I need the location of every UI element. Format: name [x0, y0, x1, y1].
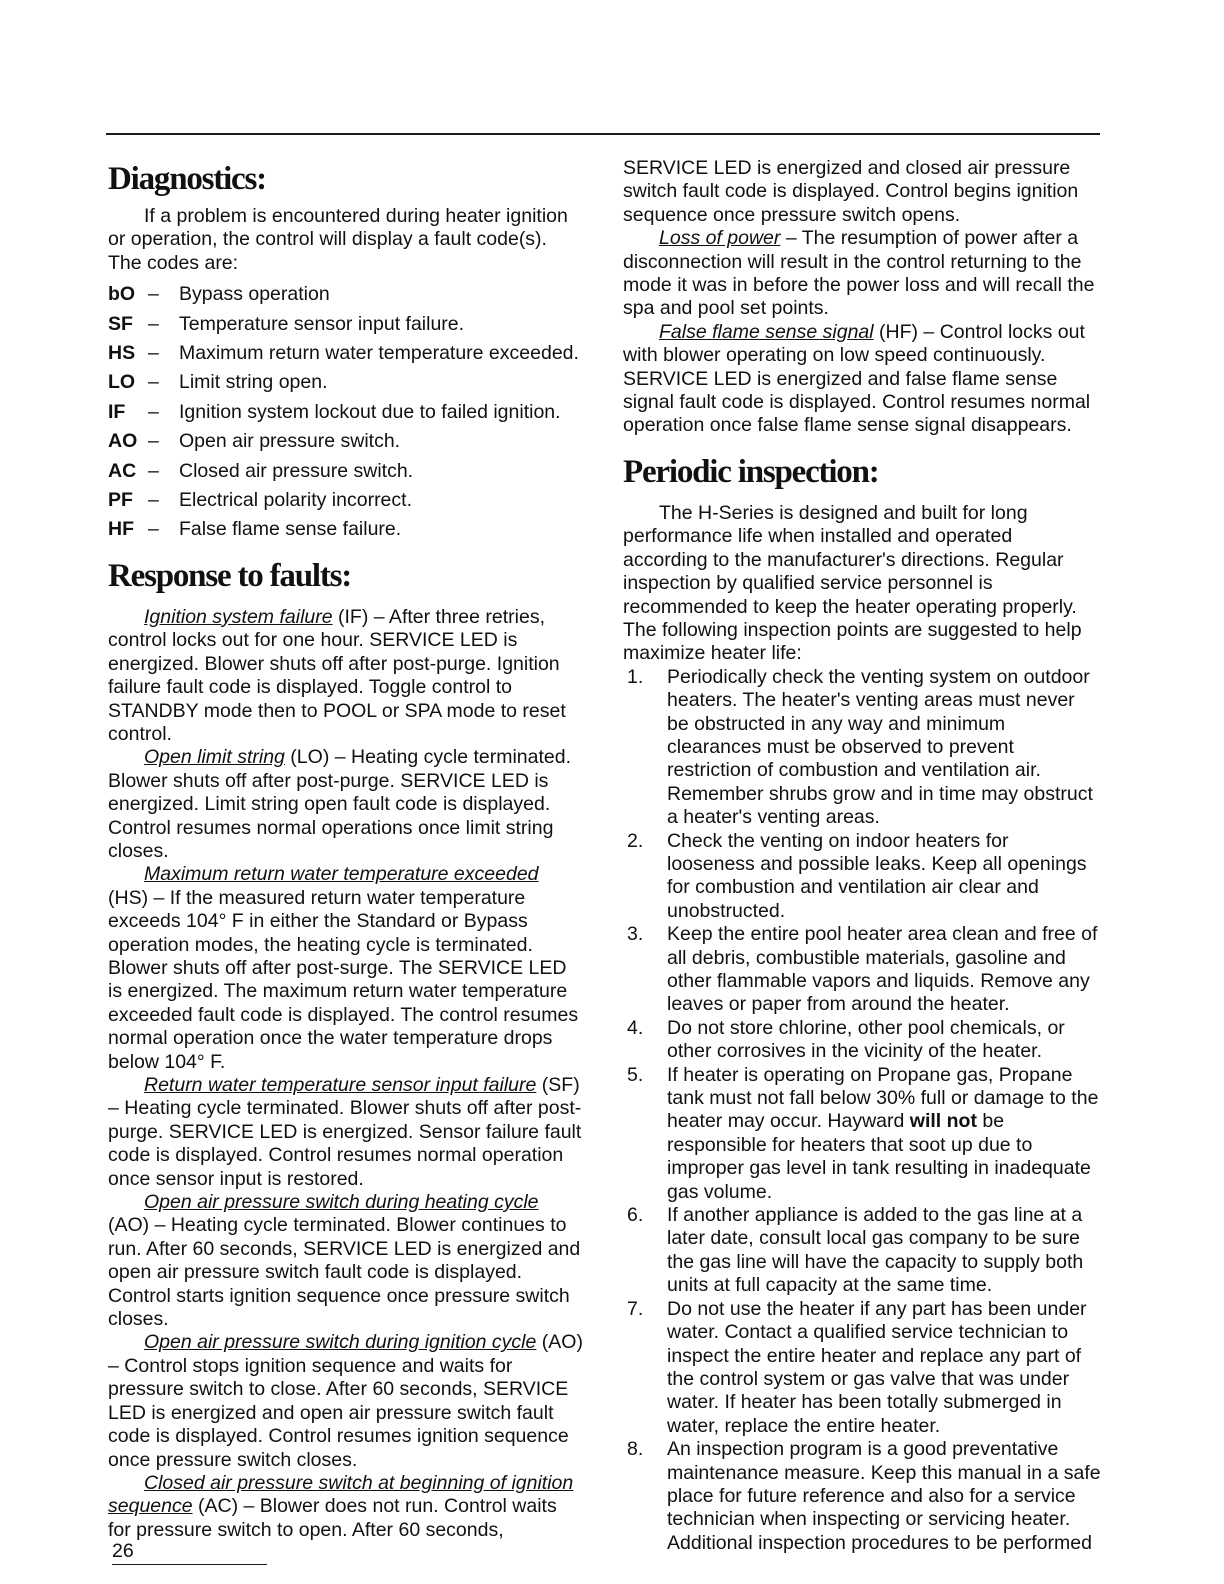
fault-code: LO: [108, 371, 136, 394]
fault-code-item: [108, 401, 583, 424]
step-number: 5.: [627, 1063, 644, 1086]
step-text: An inspection program is a good preventative maintenance measure. Keep this manual in a safe place for future reference and also for a service technician when inspecting or servicing heater. Additional inspection procedures to be performed: [667, 1438, 1101, 1554]
response-paragraph: [108, 1074, 583, 1191]
step-number: 3.: [627, 923, 644, 946]
fault-code-item: [108, 460, 583, 483]
fault-code-item: [108, 283, 583, 306]
response-paragraph: [108, 1191, 583, 1331]
inspection-item: [623, 1298, 1101, 1438]
fault-description: Limit string open.: [179, 371, 328, 394]
step-number: 6.: [627, 1204, 644, 1227]
response-text: (IF) – After three retries, control locks out for one hour. SERVICE LED is energized. Blower shuts off after post-purge. Ignition failure fault code is displayed. Toggle control to STANDBY mode then to POOL or SPA mode to reset control.: [108, 605, 566, 745]
step-number: 4.: [627, 1016, 644, 1039]
fault-code: AC: [108, 459, 137, 482]
fault-code: SF: [108, 312, 133, 335]
response-title: Open air pressure switch during heating cycle: [144, 1191, 539, 1214]
inspection-item: [623, 1064, 1101, 1204]
continued-paragraph: SERVICE LED is energized and closed air pressure switch fault code is displayed. Control begins ignition sequence once pressure switch opens.: [623, 157, 1079, 226]
fault-dash: –: [148, 342, 159, 365]
response-title: Loss of power: [659, 227, 781, 250]
top-rule: [106, 133, 1100, 135]
inspection-item: [623, 666, 1101, 830]
right-column: [623, 157, 1101, 1555]
periodic-intro: The H-Series is designed and built for long performance life when installed and operated according to the manufacturer's directions. Regular inspection by qualified service personnel is recommended to keep the heater operating properly. The following inspection points are suggested to help maximize heater life:: [623, 501, 1082, 665]
response-text: (SF) – Heating cycle terminated. Blower shuts off after post-purge. SERVICE LED is energized. Sensor failure fault code is displayed. Control resumes normal operation once sensor input is restored.: [108, 1074, 582, 1190]
inspection-item: [623, 1017, 1101, 1064]
fault-description: Maximum return water temperature exceeded.: [179, 342, 579, 365]
step-text: If another appliance is added to the gas line at a later date, consult local gas company to be sure the gas line will have the capacity to supply both units at full capacity at the same time.: [667, 1204, 1084, 1297]
response-text: (AC) – Blower does not run. Control waits for pressure switch to open. After 60 seconds,: [108, 1495, 557, 1541]
inspection-item: [623, 1438, 1101, 1555]
response-text: (AO) – Control stops ignition sequence and waits for pressure switch to close. After 60 seconds, SERVICE LED is energized and open air pressure switch fault code is displayed. Control resumes ignition sequence once pressure switch closes.: [108, 1331, 583, 1471]
fault-code: IF: [108, 400, 126, 423]
fault-dash: –: [148, 400, 159, 423]
inspection-item: [623, 830, 1101, 924]
response-title: False flame sense signal: [659, 320, 874, 343]
response-title: Ignition system failure: [144, 605, 333, 628]
response-heading: Response to faults:: [108, 557, 352, 594]
fault-description: Closed air pressure switch.: [179, 459, 414, 482]
response-text: (HF) – Control locks out with blower operating on low speed continuously. SERVICE LED is energized and false flame sense signal fault code is displayed. Control resumes normal operation once false flame sense signal disappears.: [623, 320, 1091, 437]
step-number: 2.: [627, 829, 644, 852]
fault-description: Electrical polarity incorrect.: [179, 489, 412, 512]
fault-code: bO: [108, 283, 136, 306]
response-paragraph: [108, 746, 583, 863]
response-text: (AO) – Heating cycle terminated. Blower continues to run. After 60 seconds, SERVICE LED is energized and open air pressure switch fault code is displayed. Control starts ignition sequence once pressure switch closes.: [108, 1214, 581, 1331]
fault-code-item: [108, 518, 583, 541]
fault-dash: –: [148, 518, 159, 541]
response-paragraph: [108, 1331, 583, 1471]
fault-dash: –: [148, 489, 159, 512]
fault-description: Temperature sensor input failure.: [179, 312, 465, 335]
diagnostics-intro: If a problem is encountered during heater ignition or operation, the control will display a fault code(s). The codes are:: [108, 205, 568, 274]
step-text: Do not store chlorine, other pool chemicals, or other corrosives in the vicinity of the heater.: [667, 1016, 1065, 1063]
fault-code: HS: [108, 342, 136, 365]
response-title: Maximum return water temperature exceeded: [144, 863, 539, 886]
inspection-item: [623, 923, 1101, 1017]
fault-description: Open air pressure switch.: [179, 430, 401, 453]
fault-code-item: [108, 313, 583, 336]
fault-dash: –: [148, 371, 159, 394]
fault-dash: –: [148, 430, 159, 453]
fault-description: Bypass operation: [179, 283, 330, 306]
response-paragraph: [623, 227, 1101, 321]
fault-code: PF: [108, 489, 133, 512]
inspection-item: [623, 1204, 1101, 1298]
step-text: Check the venting on indoor heaters for looseness and possible leaks. Keep all openings for combustion and ventilation air clear and unobstructed.: [667, 829, 1087, 922]
diagnostics-heading: Diagnostics:: [108, 161, 266, 197]
response-title: Open limit string: [144, 746, 285, 769]
step-text: Do not use the heater if any part has been under water. Contact a qualified service technician to inspect the entire heater and replace any part of the control system or gas valve that was under water. If heater has been totally submerged in water, replace the entire heater.: [667, 1297, 1087, 1437]
periodic-heading: Periodic inspection:: [623, 453, 879, 490]
fault-description: False flame sense failure.: [179, 518, 402, 541]
response-paragraph: [108, 606, 583, 746]
fault-code-item: [108, 342, 583, 365]
response-title: Closed air pressure switch at beginning of ignition sequence: [108, 1471, 574, 1518]
response-paragraph: [108, 1472, 583, 1542]
response-paragraph: [623, 321, 1101, 438]
fault-code: AO: [108, 430, 138, 453]
step-text: Keep the entire pool heater area clean and free of all debris, combustible materials, gasoline and other flammable vapors and liquids. Remove any leaves or paper from around the heater.: [667, 923, 1098, 1016]
step-text-bold: will not: [909, 1110, 977, 1133]
step-text-part: If heater is operating on Propane gas, Propane tank must not fall below 30% full or damage to the heater may occur. Hayward: [667, 1063, 1099, 1133]
fault-code: HF: [108, 518, 134, 541]
fault-description: Ignition system lockout due to failed ignition.: [179, 400, 561, 423]
inspection-list: [623, 666, 1101, 1555]
step-number: 7.: [627, 1297, 644, 1320]
step-number: 8.: [627, 1438, 644, 1461]
fault-code-item: [108, 371, 583, 394]
fault-code-item: [108, 489, 583, 512]
fault-dash: –: [148, 459, 159, 482]
left-column: [108, 157, 583, 1542]
fault-dash: –: [148, 283, 159, 306]
step-text: [667, 1064, 1101, 1204]
step-text: Periodically check the venting system on outdoor heaters. The heater's venting areas must never be obstructed in any way and minimum clearances must be observed to prevent restriction of combustion and ventilation air. Remember shrubs grow and in time may obstruct a heater's venting areas.: [667, 665, 1093, 829]
response-text: (LO) – Heating cycle terminated. Blower shuts off after post-purge. SERVICE LED is energized. Limit string open fault code is displayed. Control resumes normal operations once limit string closes.: [108, 746, 572, 862]
fault-dash: –: [148, 312, 159, 335]
step-text-part: be responsible for heaters that soot up due to improper gas level in tank resulting in inadequate gas volume.: [667, 1110, 1091, 1203]
response-text: – The resumption of power after a disconnection will result in the control returning to the mode it was in before the power loss and will recall the spa and pool set points.: [623, 227, 1095, 320]
response-paragraph: [108, 863, 583, 1074]
response-title: Return water temperature sensor input failure: [144, 1074, 537, 1096]
response-title: Open air pressure switch during ignition cycle: [144, 1331, 537, 1354]
fault-code-list: [108, 283, 583, 542]
response-text: (HS) – If the measured return water temperature exceeds 104° F in either the Standard or Bypass operation modes, the heating cycle is terminated. Blower shuts off after post-surge. The SERVICE LED is energized. The maximum return water temperature exceeded fault code is displayed. The control resumes normal operation once the water temperature drops below 104° F.: [108, 886, 579, 1073]
page-number: 26: [112, 1540, 267, 1565]
step-number: 1.: [627, 665, 644, 688]
fault-code-item: [108, 430, 583, 453]
